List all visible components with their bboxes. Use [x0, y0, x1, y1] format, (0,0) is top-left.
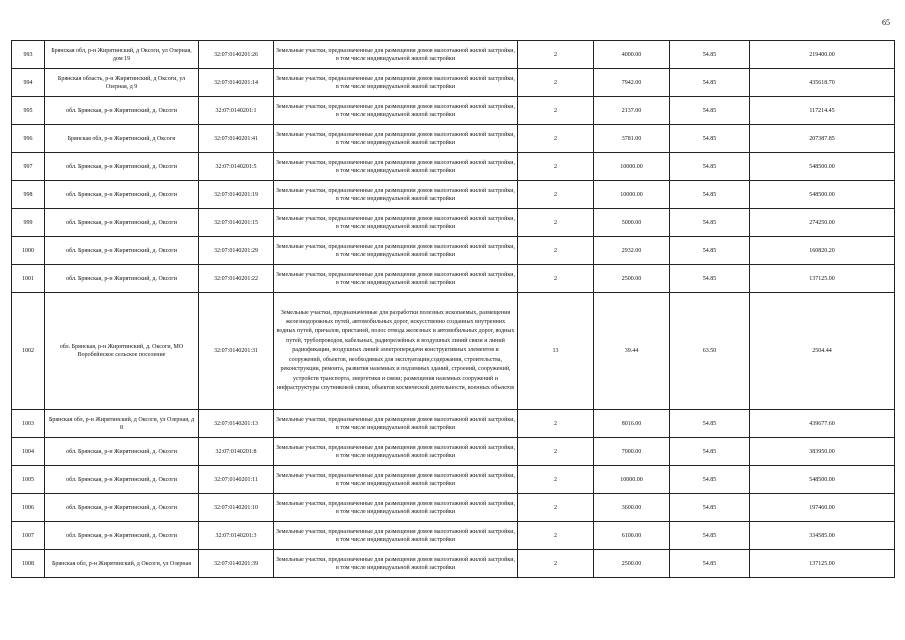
unit-value-cell: 54.85 — [670, 237, 750, 265]
row-number-cell: 995 — [12, 97, 45, 125]
address-cell: обл. Брянская, р-н Жирятинский, д. Оксоги — [45, 181, 199, 209]
area-cell: 2500.00 — [594, 265, 670, 293]
cadastral-number-cell: 32:07:0140201:3 — [199, 522, 274, 550]
row-number-cell: 993 — [12, 41, 45, 69]
purpose-group-cell: 2 — [518, 265, 594, 293]
area-cell: 4000.00 — [594, 41, 670, 69]
row-number-cell: 1000 — [12, 237, 45, 265]
table-row — [12, 41, 895, 69]
land-purpose-cell: Земельные участки, предназначенные для размещения домов малоэтажной жилой застройки, в том числе индивидуальной жилой застройки — [274, 550, 518, 578]
table-row — [12, 181, 895, 209]
table-row — [12, 494, 895, 522]
cadastral-number-cell: 32:07:0140201:26 — [199, 41, 274, 69]
unit-value-cell: 54.85 — [670, 494, 750, 522]
table-row — [12, 466, 895, 494]
cadastral-number-cell: 32:07:0140201:29 — [199, 237, 274, 265]
cadastral-number-cell: 32:07:0140201:1 — [199, 97, 274, 125]
cadastral-number-cell: 32:07:0140201:39 — [199, 550, 274, 578]
purpose-group-cell: 2 — [518, 494, 594, 522]
address-cell: Брянская обл, р-н Жирятинский, д Оксоги, ул Озерная, д 8 — [45, 410, 199, 438]
address-cell: обл. Брянская, р-н Жирятинский, д. Оксоги — [45, 97, 199, 125]
purpose-group-cell: 2 — [518, 153, 594, 181]
area-cell: 7942.00 — [594, 69, 670, 97]
land-purpose-cell: Земельные участки, предназначенные для размещения домов малоэтажной жилой застройки, в том числе индивидуальной жилой застройки — [274, 41, 518, 69]
address-cell: Брянская область, р-н Жирятинский, д Оксоги, ул Озерная, д 9 — [45, 69, 199, 97]
purpose-group-cell: 2 — [518, 466, 594, 494]
row-number-cell: 1006 — [12, 494, 45, 522]
table-row — [12, 438, 895, 466]
purpose-group-cell: 2 — [518, 125, 594, 153]
address-cell: обл. Брянская, р-н Жирятинский, д. Оксоги — [45, 466, 199, 494]
unit-value-cell: 63.50 — [670, 293, 750, 410]
land-purpose-cell: Земельные участки, предназначенные для размещения домов малоэтажной жилой застройки, в том числе индивидуальной жилой застройки — [274, 125, 518, 153]
purpose-group-cell: 2 — [518, 97, 594, 125]
land-purpose-cell: Земельные участки, предназначенные для размещения домов малоэтажной жилой застройки, в том числе индивидуальной жилой застройки — [274, 237, 518, 265]
area-cell: 2137.00 — [594, 97, 670, 125]
page-number: 65 — [882, 18, 890, 27]
cadastral-value-cell: 137125.00 — [750, 550, 895, 578]
row-number-cell: 999 — [12, 209, 45, 237]
cadastral-number-cell: 32:07:0140201:31 — [199, 293, 274, 410]
table-row — [12, 265, 895, 293]
unit-value-cell: 54.85 — [670, 125, 750, 153]
table-row — [12, 125, 895, 153]
row-number-cell: 1002 — [12, 293, 45, 410]
cadastral-value-cell: 334585.00 — [750, 522, 895, 550]
unit-value-cell: 54.85 — [670, 466, 750, 494]
unit-value-cell: 54.85 — [670, 265, 750, 293]
unit-value-cell: 54.85 — [670, 410, 750, 438]
area-cell: 10000.00 — [594, 153, 670, 181]
area-cell: 2932.00 — [594, 237, 670, 265]
purpose-group-cell: 2 — [518, 209, 594, 237]
cadastral-value-cell: 274250.00 — [750, 209, 895, 237]
address-cell: обл. Брянская, р-н Жирятинский, д. Оксоги — [45, 522, 199, 550]
address-cell: обл. Брянская, р-н Жирятинский, д. Оксоги — [45, 265, 199, 293]
table-row — [12, 522, 895, 550]
unit-value-cell: 54.85 — [670, 97, 750, 125]
table-row — [12, 410, 895, 438]
cadastral-number-cell: 32:07:0140201:13 — [199, 410, 274, 438]
area-cell: 8016.00 — [594, 410, 670, 438]
purpose-group-cell: 13 — [518, 293, 594, 410]
cadastral-value-cell: 197460.00 — [750, 494, 895, 522]
table-row — [12, 550, 895, 578]
unit-value-cell: 54.85 — [670, 522, 750, 550]
land-purpose-cell: Земельные участки, предназначенные для разработки полезных ископаемых, размещения железнодорожных путей, автомобильных дорог, искусственно созданных внутренних водных путей, причалов, пристаней, полос отвода железных и автомобильных дорог, водных путей, трубопроводов, кабельных, радиорелейных и воздушных линий связи и линий радиофикации, воздушных линий электропередачи конструктивных элементов и сооружений, объектов, необходимых для эксплуатации,содержания, строительства, реконструкции, ремонта, развития наземных и подземных зданий, строений, сооружений, устройств транспорта, энергетики и связи; размещения наземных сооружений и инфраструктуры спутниковой связи, объектов космической деятельности, военных объектов — [274, 293, 518, 410]
purpose-group-cell: 2 — [518, 550, 594, 578]
cadastral-value-cell: 439677.60 — [750, 410, 895, 438]
row-number-cell: 1003 — [12, 410, 45, 438]
unit-value-cell: 54.85 — [670, 41, 750, 69]
address-cell: обл. Брянская, р-н Жирятинский, д. Оксоги — [45, 438, 199, 466]
cadastral-value-cell: 548500.00 — [750, 181, 895, 209]
cadastral-number-cell: 32:07:0140201:10 — [199, 494, 274, 522]
area-cell: 3600.00 — [594, 494, 670, 522]
cadastral-value-cell: 435618.70 — [750, 69, 895, 97]
address-cell: обл. Брянская, р-н Жирятинский, д. Оксоги — [45, 237, 199, 265]
unit-value-cell: 54.85 — [670, 550, 750, 578]
unit-value-cell: 54.85 — [670, 69, 750, 97]
purpose-group-cell: 2 — [518, 41, 594, 69]
purpose-group-cell: 2 — [518, 438, 594, 466]
cadastral-number-cell: 32:07:0140201:19 — [199, 181, 274, 209]
cadastral-value-cell: 207387.85 — [750, 125, 895, 153]
row-number-cell: 1008 — [12, 550, 45, 578]
table-row — [12, 293, 895, 410]
address-cell: Брянская обл, р-н Жирятинский, д Оксоги, ул Озерная — [45, 550, 199, 578]
area-cell: 39.44 — [594, 293, 670, 410]
cadastral-number-cell: 32:07:0140201:41 — [199, 125, 274, 153]
table-row — [12, 69, 895, 97]
land-purpose-cell: Земельные участки, предназначенные для размещения домов малоэтажной жилой застройки, в том числе индивидуальной жилой застройки — [274, 522, 518, 550]
table-row — [12, 97, 895, 125]
cadastral-value-cell: 2504.44 — [750, 293, 895, 410]
area-cell: 2500.00 — [594, 550, 670, 578]
row-number-cell: 994 — [12, 69, 45, 97]
area-cell: 7000.00 — [594, 438, 670, 466]
row-number-cell: 1005 — [12, 466, 45, 494]
cadastral-value-cell: 383950.00 — [750, 438, 895, 466]
cadastral-number-cell: 32:07:0140201:5 — [199, 153, 274, 181]
land-purpose-cell: Земельные участки, предназначенные для размещения домов малоэтажной жилой застройки, в том числе индивидуальной жилой застройки — [274, 265, 518, 293]
unit-value-cell: 54.85 — [670, 438, 750, 466]
address-cell: обл. Брянская, р-н Жирятинский, д. Оксоги — [45, 209, 199, 237]
address-cell: Брянская обл, р-н Жирятинский, д Оксоги — [45, 125, 199, 153]
table-row — [12, 237, 895, 265]
land-purpose-cell: Земельные участки, предназначенные для размещения домов малоэтажной жилой застройки, в том числе индивидуальной жилой застройки — [274, 466, 518, 494]
table-row — [12, 209, 895, 237]
row-number-cell: 1001 — [12, 265, 45, 293]
table-row — [12, 153, 895, 181]
purpose-group-cell: 2 — [518, 410, 594, 438]
address-cell: обл. Брянская, р-н Жирятинский, д. Оксоги — [45, 153, 199, 181]
cadastral-value-cell: 548500.00 — [750, 466, 895, 494]
cadastral-value-cell: 117214.45 — [750, 97, 895, 125]
row-number-cell: 1004 — [12, 438, 45, 466]
cadastral-number-cell: 32:07:0140201:11 — [199, 466, 274, 494]
row-number-cell: 996 — [12, 125, 45, 153]
cadastral-number-cell: 32:07:0140201:15 — [199, 209, 274, 237]
cadastral-number-cell: 32:07:0140201:14 — [199, 69, 274, 97]
area-cell: 10000.00 — [594, 466, 670, 494]
address-cell: Брянская обл, р-н Жирятинский, д Оксоги, ул Озерная, дом 19 — [45, 41, 199, 69]
unit-value-cell: 54.85 — [670, 181, 750, 209]
cadastral-number-cell: 32:07:0140201:22 — [199, 265, 274, 293]
land-valuation-table — [11, 40, 895, 578]
address-cell: обл. Брянская, р-н Жирятинский, д. Оксоги, МО Воробейнское сельское поселение — [45, 293, 199, 410]
row-number-cell: 1007 — [12, 522, 45, 550]
cadastral-value-cell: 219400.00 — [750, 41, 895, 69]
unit-value-cell: 54.85 — [670, 153, 750, 181]
cadastral-number-cell: 32:07:0140201:8 — [199, 438, 274, 466]
purpose-group-cell: 2 — [518, 237, 594, 265]
purpose-group-cell: 2 — [518, 181, 594, 209]
row-number-cell: 998 — [12, 181, 45, 209]
area-cell: 5000.00 — [594, 209, 670, 237]
row-number-cell: 997 — [12, 153, 45, 181]
purpose-group-cell: 2 — [518, 69, 594, 97]
purpose-group-cell: 2 — [518, 522, 594, 550]
land-purpose-cell: Земельные участки, предназначенные для размещения домов малоэтажной жилой застройки, в том числе индивидуальной жилой застройки — [274, 69, 518, 97]
area-cell: 6100.00 — [594, 522, 670, 550]
land-purpose-cell: Земельные участки, предназначенные для размещения домов малоэтажной жилой застройки, в том числе индивидуальной жилой застройки — [274, 410, 518, 438]
land-purpose-cell: Земельные участки, предназначенные для размещения домов малоэтажной жилой застройки, в том числе индивидуальной жилой застройки — [274, 153, 518, 181]
land-purpose-cell: Земельные участки, предназначенные для размещения домов малоэтажной жилой застройки, в том числе индивидуальной жилой застройки — [274, 494, 518, 522]
cadastral-value-cell: 160820.20 — [750, 237, 895, 265]
area-cell: 10000.00 — [594, 181, 670, 209]
land-purpose-cell: Земельные участки, предназначенные для размещения домов малоэтажной жилой застройки, в том числе индивидуальной жилой застройки — [274, 209, 518, 237]
cadastral-value-cell: 137125.00 — [750, 265, 895, 293]
address-cell: обл. Брянская, р-н Жирятинский, д. Оксоги — [45, 494, 199, 522]
unit-value-cell: 54.85 — [670, 209, 750, 237]
land-purpose-cell: Земельные участки, предназначенные для размещения домов малоэтажной жилой застройки, в том числе индивидуальной жилой застройки — [274, 438, 518, 466]
area-cell: 3781.00 — [594, 125, 670, 153]
land-purpose-cell: Земельные участки, предназначенные для размещения домов малоэтажной жилой застройки, в том числе индивидуальной жилой застройки — [274, 97, 518, 125]
land-purpose-cell: Земельные участки, предназначенные для размещения домов малоэтажной жилой застройки, в том числе индивидуальной жилой застройки — [274, 181, 518, 209]
cadastral-value-cell: 548500.00 — [750, 153, 895, 181]
